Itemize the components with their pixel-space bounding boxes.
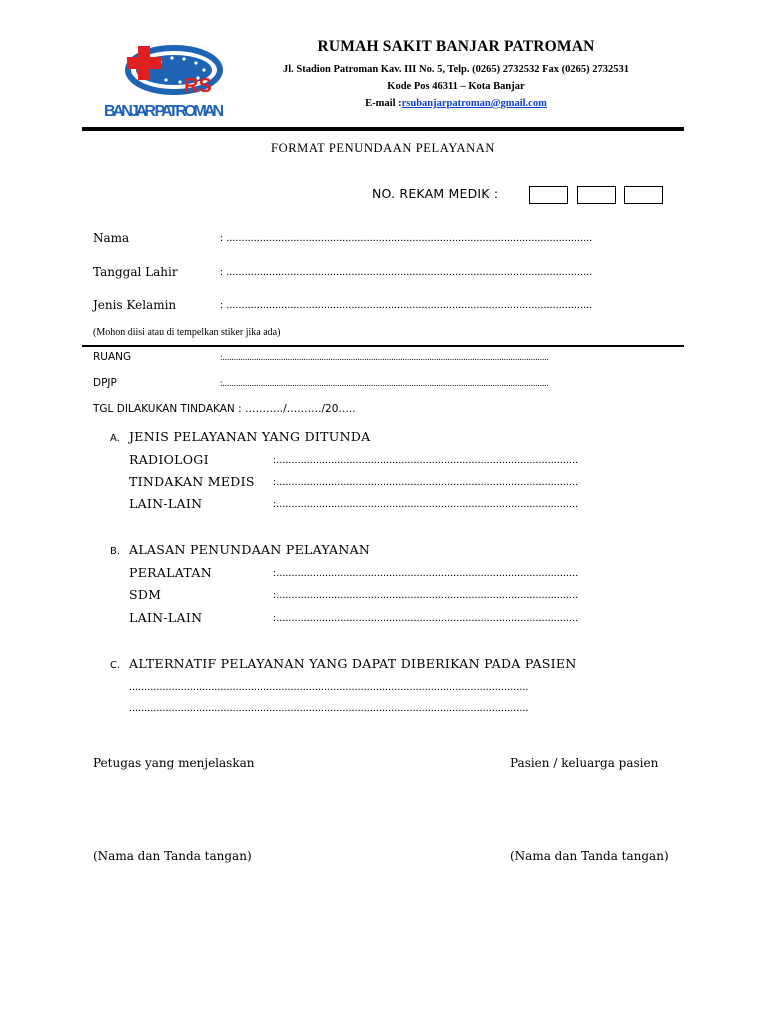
rekam-medik-box-3[interactable]: [624, 186, 663, 204]
lain-lain-b-field[interactable]: :...................................................................................................: [273, 612, 579, 624]
tgl-tindakan[interactable]: TGL DILAKUKAN TINDAKAN : ………../………./20…..: [93, 403, 356, 415]
rekam-medik-box-1[interactable]: [529, 186, 568, 204]
nama-label: Nama: [93, 231, 130, 245]
logo-name-text: BANJAR PATROMAN: [104, 103, 224, 120]
tanggal-lahir-field[interactable]: : ........................................................................................................................: [220, 266, 593, 278]
logo-rs-text: RS: [184, 75, 212, 97]
sdm-label: SDM: [129, 587, 162, 602]
tanggal-lahir-label: Tanggal Lahir: [93, 265, 178, 279]
lain-lain-a-field[interactable]: :...................................................................................................: [273, 498, 579, 510]
hospital-name: RUMAH SAKIT BANJAR PATROMAN: [317, 38, 595, 55]
document-title: FORMAT PENUNDAAN PELAYANAN: [271, 141, 495, 155]
alternatif-line-2[interactable]: ...................................................................................................................................: [129, 702, 529, 714]
lain-lain-a-label: LAIN-LAIN: [129, 496, 203, 511]
alternatif-line-1[interactable]: ...................................................................................................................................: [129, 681, 529, 693]
rekam-medik-label: NO. REKAM MEDIK :: [372, 186, 499, 201]
hospital-address: Jl. Stadion Patroman Kav. III No. 5, Telp. (0265) 2732532 Fax (0265) 2732531: [282, 64, 630, 75]
hospital-postal: Kode Pos 46311 – Kota Banjar: [387, 81, 525, 92]
lain-lain-b-label: LAIN-LAIN: [129, 610, 203, 625]
section-a-heading: JENIS PELAYANAN YANG DITUNDA: [129, 429, 371, 444]
peralatan-field[interactable]: :...................................................................................................: [273, 567, 579, 579]
sdm-field[interactable]: :...................................................................................................: [273, 589, 579, 601]
section-b-letter: B.: [110, 546, 121, 557]
hospital-email-line: [240, 98, 672, 109]
tindakan-medis-field[interactable]: :...................................................................................................: [273, 476, 579, 488]
hospital-logo: [100, 40, 230, 122]
section-c-heading: ALTERNATIF PELAYANAN YANG DAPAT DIBERIKAN PADA PASIEN: [129, 656, 577, 671]
rekam-medik-box-2[interactable]: [577, 186, 616, 204]
dpjp-field[interactable]: :.................................................................................................................................................: [220, 378, 549, 388]
section-a-letter: A.: [110, 433, 120, 444]
dpjp-label: DPJP: [93, 377, 117, 389]
jenis-kelamin-label: Jenis Kelamin: [93, 298, 177, 312]
patient-divider: [82, 345, 684, 347]
petugas-title: Petugas yang menjelaskan: [93, 756, 255, 770]
jenis-kelamin-field[interactable]: : ........................................................................................................................: [220, 299, 593, 311]
tindakan-medis-label: TINDAKAN MEDIS: [129, 474, 255, 489]
ruang-field[interactable]: :.................................................................................................................................................: [220, 352, 549, 362]
section-b-heading: ALASAN PENUNDAAN PELAYANAN: [129, 542, 371, 557]
hospital-logo-graphic: [100, 40, 230, 122]
radiologi-field[interactable]: :...................................................................................................: [273, 454, 579, 466]
header-divider: [82, 127, 684, 131]
pasien-title: Pasien / keluarga pasien: [510, 756, 659, 770]
section-c-letter: C.: [110, 660, 121, 671]
nama-field[interactable]: : ........................................................................................................................: [220, 232, 593, 244]
ruang-label: RUANG: [93, 351, 132, 363]
email-link[interactable]: rsubanjarpatroman@gmail.com: [401, 98, 547, 109]
sticker-note: (Mohon diisi atau di tempelkan stiker jika ada): [93, 327, 281, 338]
petugas-signature[interactable]: (Nama dan Tanda tangan): [93, 849, 252, 863]
radiologi-label: RADIOLOGI: [129, 452, 209, 467]
peralatan-label: PERALATAN: [129, 565, 212, 580]
email-label: E-mail :: [365, 98, 402, 109]
pasien-signature[interactable]: (Nama dan Tanda tangan): [510, 849, 669, 863]
